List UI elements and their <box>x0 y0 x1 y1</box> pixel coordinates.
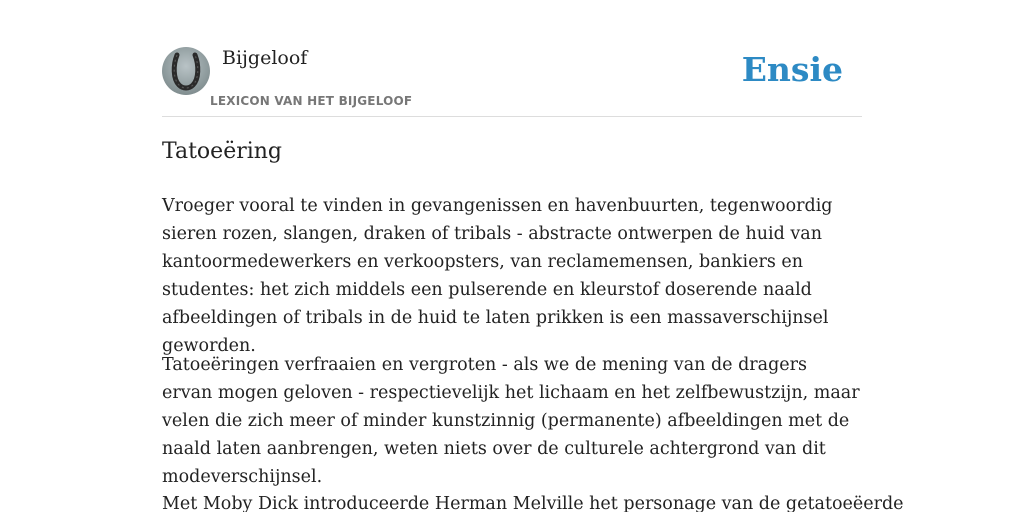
article-paragraph: Tatoeëringen verfraaien en vergroten - als we de mening van de dragers ervan mogen geloven - respectievelijk het lichaam en het zelfbewustzijn, maar velen die zich meer of minder kunstzinnig (permanente) afbeeldingen met de naald laten aanbrengen, weten niets over de culturele achtergrond van dit modeverschijnsel. <box>162 355 860 487</box>
article-title: Tatoeëring <box>162 139 283 164</box>
source-header <box>162 46 862 117</box>
article-paragraph: Met Moby Dick introduceerde Herman Melville het personage van de getatoeëerde <box>162 494 904 512</box>
source-name[interactable]: Bijgeloof <box>222 47 308 69</box>
source-avatar[interactable] <box>162 47 210 95</box>
horseshoe-icon <box>162 47 210 95</box>
brand-logo[interactable]: Ensie <box>741 50 843 89</box>
article-paragraph: Vroeger vooral te vinden in gevangenissen en havenbuurten, tegenwoordig sieren rozen, slangen, draken of tribals - abstracte ontwerpen de huid van kantoormedewerkers en verkoopsters, van reclamemensen, bankiers en studentes: het zich middels een pulserende en kleurstof doserende naald afbeeldingen of tribals in de huid te laten prikken is een massaverschijnsel geworden. <box>162 196 833 356</box>
source-subtitle[interactable]: LEXICON VAN HET BIJGELOOF <box>210 94 413 108</box>
